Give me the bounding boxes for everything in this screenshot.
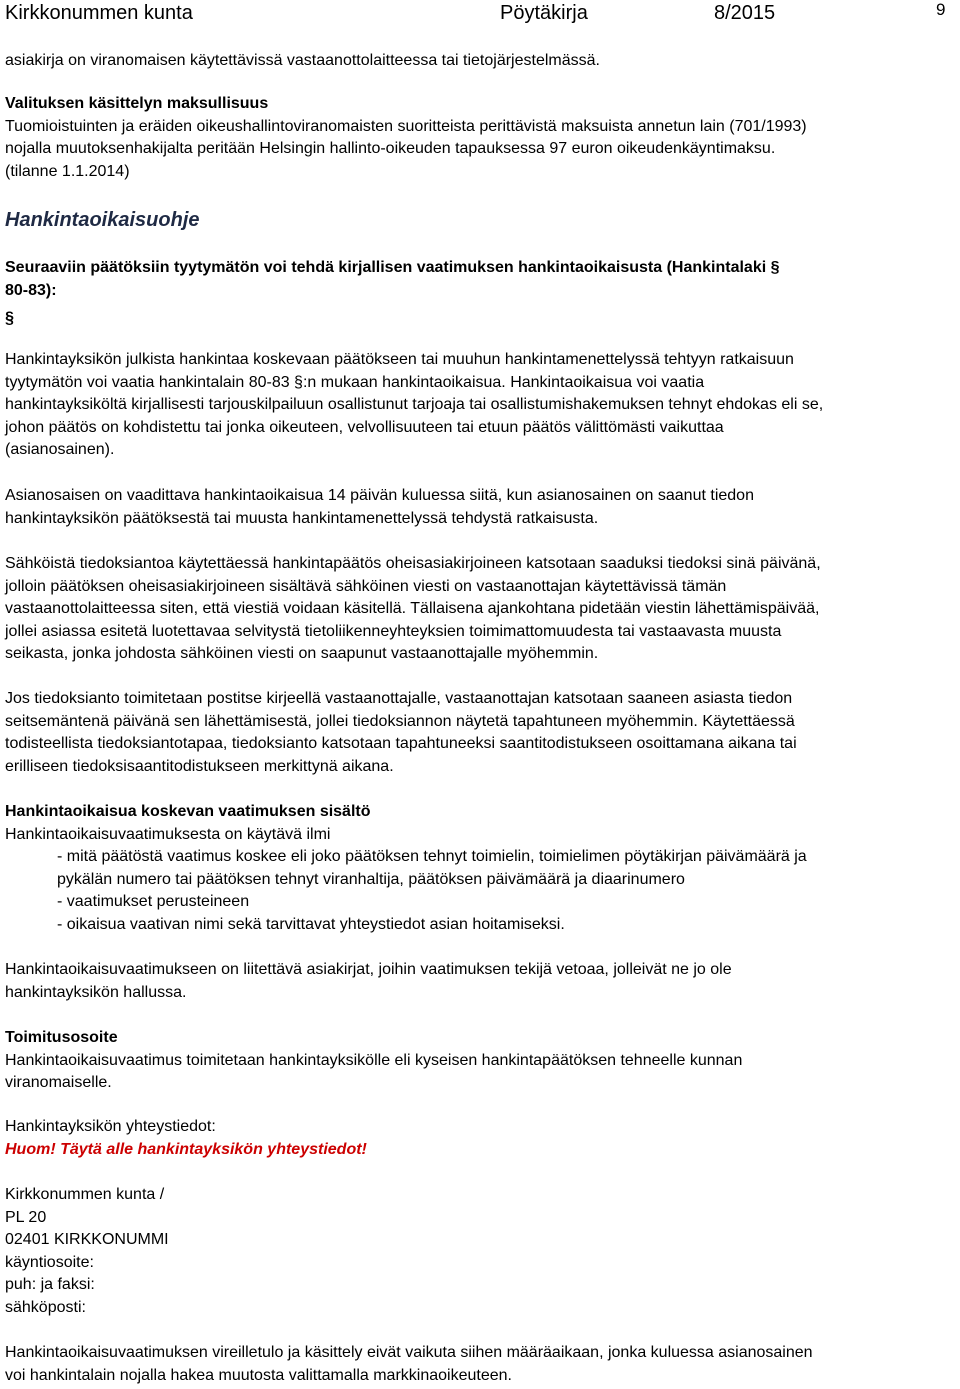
paragraph-line: seikasta, jonka johdosta sähköinen viesti on saapunut vastaanottajalle myöhemmin.	[5, 645, 599, 663]
content-item: - vaatimukset perusteineen	[57, 893, 250, 911]
content-intro: Hankintaoikaisuvaatimuksesta on käytävä ilmi	[5, 825, 331, 843]
paragraph-line: hankintayksikön hallussa.	[5, 983, 187, 1001]
paragraph-line: Hankintaoikaisuvaatimukseen on liitettävä asiakirjat, joihin vaatimuksen tekijä vetoaa, jolleivät ne jo ole	[5, 961, 732, 978]
paragraph-line: Asianosaisen on vaadittava hankintaoikaisua 14 päivän kuluessa siitä, kun asianosainen on saanut tiedon	[5, 487, 754, 504]
fees-line: nojalla muutoksenhakijalta peritään Helsingin hallinto-oikeuden tapauksessa 97 euron oikeudenkäyntimaksu.	[5, 140, 776, 158]
paragraph-line: viranomaiselle.	[5, 1074, 112, 1092]
paragraph-line: Sähköistä tiedoksiantoa käytettäessä hankintapäätös oheisasiakirjoineen katsotaan saaduksi tiedoksi sinä päivänä,	[5, 555, 821, 572]
closing-paragraph	[5, 1342, 960, 1387]
paragraph-line: jollei asiassa esitetä luotettavaa selvitystä tietoliikenneyhteyksien toimimattomuudesta tai vastaavasta muusta	[5, 622, 782, 640]
document-type: Pöytäkirja	[500, 2, 588, 24]
contact-section	[5, 1116, 960, 1161]
page-number: 9	[936, 0, 946, 19]
paragraph-line: hankintayksikön päätöksestä tai muusta hankintamenettelyssä tehdystä ratkaisusta.	[5, 509, 599, 527]
address-line: käyntiosoite:	[5, 1253, 94, 1271]
decision-intro	[5, 257, 960, 332]
paragraph-line: todisteellista tiedoksiantotapaa, tiedoksianto katsotaan tapahtuneeksi saantitodistukseen osoittamana aikana tai	[5, 735, 797, 753]
paragraph-line: jolloin päätöksen oheisasiakirjoineen sisältävä sähköinen viesti on vastaanottajan käytettävissä tämän	[5, 577, 727, 595]
paragraph-1	[5, 349, 960, 462]
municipality-name: Kirkkonummen kunta	[5, 2, 193, 24]
content-item: - oikaisua vaativan nimi sekä tarvittavat yhteystiedot asian hoitamiseksi.	[57, 915, 565, 933]
paragraph-2	[5, 485, 960, 530]
page-header	[0, 0, 960, 30]
paragraph-line: johon päätös on kohdistettu tai jonka oikeuteen, velvollisuuteen tai etuun päätös välittömästi vaikuttaa	[5, 418, 724, 436]
content-section	[5, 801, 960, 937]
decision-intro-line: Seuraaviin päätöksiin tyytymätön voi tehdä kirjallisen vaatimuksen hankintaoikaisusta (Hankintalaki §	[5, 259, 780, 276]
paragraph-line: (asianosainen).	[5, 441, 115, 459]
attachments-paragraph	[5, 959, 960, 1004]
fees-heading: Valituksen käsittelyn maksullisuus	[5, 95, 269, 112]
fees-line: (tilanne 1.1.2014)	[5, 162, 130, 180]
content-item: - mitä päätöstä vaatimus koskee eli joko päätöksen tehnyt toimielin, toimielimen pöytäkirjan päivämäärä ja	[57, 848, 807, 866]
content-item: pykälän numero tai päätöksen tehnyt viranhaltija, päätöksen päivämäärä ja diaarinumero	[57, 870, 685, 888]
paragraph-3	[5, 553, 960, 666]
paragraph-line: Hankintaoikaisuvaatimus toimitetaan hankintayksikölle eli kyseisen hankintapäätöksen tehneelle kunnan	[5, 1051, 743, 1069]
paragraph-line: Jos tiedoksianto toimitetaan postitse kirjeellä vastaanottajalle, vastaanottajan katsotaan saaneen asiasta tiedon	[5, 690, 793, 707]
intro-line: asiakirja on viranomaisen käytettävissä vastaanottolaitteessa tai tietojärjestelmässä.	[5, 52, 600, 69]
address-block	[5, 1184, 960, 1320]
paragraph-line: voi hankintalain nojalla hakea muutosta valittamalla markkinaoikeuteen.	[5, 1366, 512, 1384]
paragraph-line: hankintayksiköltä kirjallisesti tarjouskilpailuun osallistunut tarjoaja tai osallistumishakemuksen tehnyt ehdokas eli se,	[5, 396, 824, 414]
address-line: Kirkkonummen kunta /	[5, 1186, 165, 1203]
fees-line: Tuomioistuinten ja eräiden oikeushallintoviranomaisten suoritteista perittävistä maksuista annetun lain (701/1993)	[5, 117, 807, 135]
paragraph-4	[5, 688, 960, 778]
paragraph-line: seitsemäntenä päivänä sen lähettämisestä, jollei tiedoksiannon näytetä tapahtuneen myöhemmin. Käytettäessä	[5, 712, 795, 730]
paragraph-line: vastaanottolaitteessa siten, että viestiä voidaan käsitellä. Tällaisena ajankohtana pidetään viestin lähettämispäivää,	[5, 600, 820, 618]
paragraph-line: erilliseen tiedoksisaantitodistukseen merkittynä aikana.	[5, 757, 394, 775]
fees-section	[5, 93, 960, 183]
address-line: PL 20	[5, 1208, 47, 1226]
section-symbol: §	[5, 309, 15, 328]
paragraph-line: tyytymätön voi vaatia hankintalain 80-83 §:n mukaan hankintaoikaisua. Hankintaoikaisua voi vaatia	[5, 373, 705, 391]
delivery-section	[5, 1027, 960, 1095]
contact-warning: Huom! Täytä alle hankintayksikön yhteystiedot!	[5, 1140, 367, 1158]
address-line: 02401 KIRKKONUMMI	[5, 1231, 169, 1249]
delivery-heading: Toimitusosoite	[5, 1029, 118, 1046]
paragraph-line: Hankintayksikön julkista hankintaa koskevaan päätökseen tai muuhun hankintamenettelyssä tehtyyn ratkaisuun	[5, 351, 794, 368]
address-line: sähköposti:	[5, 1298, 86, 1316]
address-line: puh: ja faksi:	[5, 1276, 95, 1294]
main-heading: Hankintaoikaisuohje	[5, 209, 200, 231]
contact-label: Hankintayksikön yhteystiedot:	[5, 1118, 216, 1135]
decision-intro-line: 80-83):	[5, 281, 57, 299]
document-number: 8/2015	[714, 2, 776, 24]
paragraph-line: Hankintaoikaisuvaatimuksen vireilletulo ja käsittely eivät vaikuta siihen määräaikaan, jonka kuluessa asianosainen	[5, 1344, 813, 1361]
content-heading: Hankintaoikaisua koskevan vaatimuksen sisältö	[5, 803, 371, 820]
